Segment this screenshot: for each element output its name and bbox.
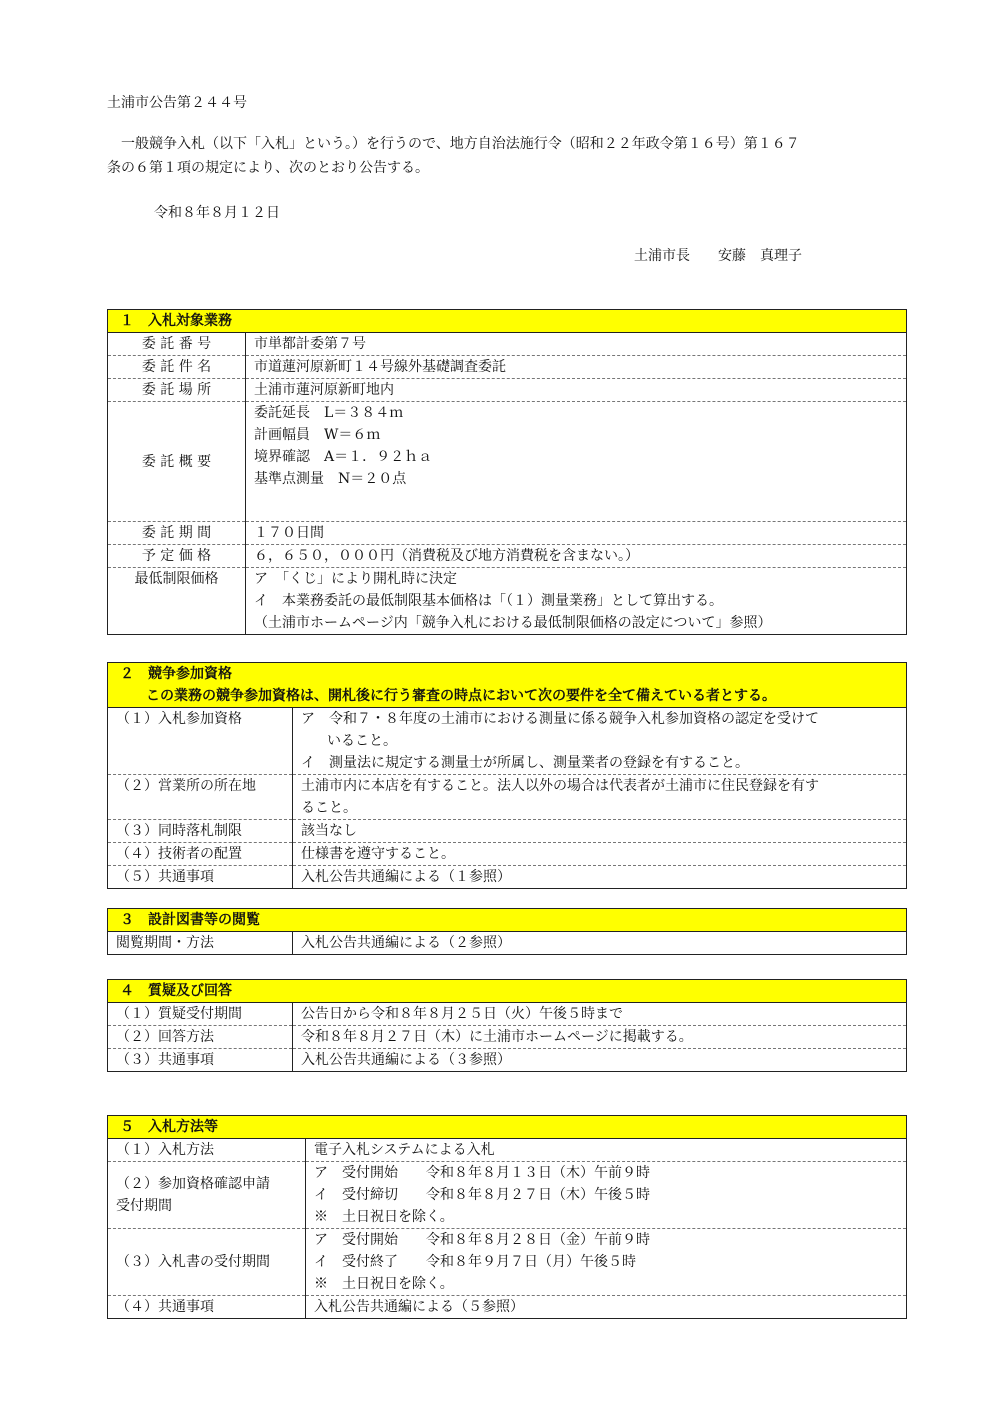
row-value: 土浦市蓮河原新町地内: [246, 379, 907, 402]
row-value: 入札公告共通編による（５参照）: [306, 1296, 907, 1319]
min-price-line: ア 「くじ」により開札時に決定: [254, 571, 457, 587]
row-label: 委 託 場 所: [108, 379, 246, 402]
section-3-table: [107, 908, 907, 955]
row-line: ア 受付開始 令和８年８月１３日（木）午前９時: [314, 1165, 650, 1181]
row-label-line: 受付期間: [116, 1198, 172, 1214]
row-label: （５）共通事項: [108, 866, 293, 889]
row-label: [108, 1229, 306, 1296]
row-label-line: （２）参加資格確認申請: [116, 1176, 270, 1192]
overview-line: 境界確認 A＝１．９２ｈａ: [254, 449, 433, 465]
row-value: [293, 708, 907, 775]
row-label: （２）営業所の所在地: [108, 775, 293, 820]
section-2-header: [108, 663, 907, 708]
row-value: 入札公告共通編による（３参照）: [293, 1049, 907, 1072]
row-label: （４）技術者の配置: [108, 843, 293, 866]
overview-label: 委 託 概 要: [108, 402, 246, 522]
row-line: 土浦市内に本店を有すること。法人以外の場合は代表者が土浦市に住民登録を有す: [301, 778, 819, 794]
row-line: イ 測量法に規定する測量士が所属し、測量業者の登録を有すること。: [301, 755, 749, 771]
price-label: 予 定 価 格: [108, 545, 246, 568]
row-value: [306, 1162, 907, 1229]
price-value: ６，６５０，０００円（消費税及び地方消費税を含まない。）: [246, 545, 907, 568]
row-line: ※ 土日祝日を除く。: [314, 1209, 454, 1225]
row-line: イ 受付締切 令和８年８月２７日（木）午後５時: [314, 1187, 650, 1203]
min-price-line: イ 本業務委託の最低制限基本価格は「（１）測量業務」として算出する。: [254, 593, 723, 609]
row-value: 市道蓮河原新町１４号線外基礎調査委託: [246, 356, 907, 379]
intro-line-2: 条の６第１項の規定により、次のとおり公告する。: [107, 160, 429, 176]
row-value: 公告日から令和８年８月２５日（火）午後５時まで: [293, 1003, 907, 1026]
row-line: イ 受付終了 令和８年９月７日（月）午後５時: [314, 1254, 636, 1270]
period-value: １７０日間: [246, 522, 907, 545]
row-value: 令和８年８月２７日（木）に土浦市ホームページに掲載する。: [293, 1026, 907, 1049]
signer: 土浦市長 安藤 真理子: [634, 248, 802, 264]
row-value: [306, 1229, 907, 1296]
min-price-label: 最低制限価格: [108, 568, 246, 635]
notice-number: 土浦市公告第２４４号: [107, 95, 247, 111]
section-2-table: [107, 662, 907, 889]
overview-value: [246, 402, 907, 522]
overview-line: 計画幅員 W＝６ｍ: [254, 427, 381, 443]
row-value: 入札公告共通編による（１参照）: [293, 866, 907, 889]
row-label: （１）入札参加資格: [108, 708, 293, 775]
row-line: ア 令和７・８年度の土浦市における測量に係る競争入札参加資格の認定を受けて: [301, 711, 819, 727]
overview-line: 基準点測量 N＝２０点: [254, 471, 407, 487]
section-1-table: [107, 309, 907, 635]
row-label: （１）入札方法: [108, 1139, 306, 1162]
section-4-title: ４ 質疑及び回答: [108, 980, 907, 1003]
row-value: 仕様書を遵守すること。: [293, 843, 907, 866]
row-label-line: （３）入札書の受付期間: [116, 1254, 270, 1270]
row-value: 電子入札システムによる入札: [306, 1139, 907, 1162]
row-label: 閲覧期間・方法: [108, 932, 293, 955]
row-value: [293, 775, 907, 820]
row-line: ること。: [301, 800, 357, 816]
section-5-title: ５ 入札方法等: [108, 1116, 907, 1139]
row-label: （４）共通事項: [108, 1296, 306, 1319]
min-price-value: [246, 568, 907, 635]
row-value: 入札公告共通編による（２参照）: [293, 932, 907, 955]
row-line: ※ 土日祝日を除く。: [314, 1276, 454, 1292]
section-4-table: [107, 979, 907, 1072]
row-label: （２）回答方法: [108, 1026, 293, 1049]
period-label: 委 託 期 間: [108, 522, 246, 545]
row-label: 委 託 件 名: [108, 356, 246, 379]
row-label: （１）質疑受付期間: [108, 1003, 293, 1026]
row-label: （３）同時落札制限: [108, 820, 293, 843]
row-value: 市単都計委第７号: [246, 333, 907, 356]
notice-date: 令和８年８月１２日: [154, 205, 280, 221]
row-line: いること。: [327, 733, 397, 749]
row-value: 該当なし: [293, 820, 907, 843]
min-price-line: （土浦市ホームページ内「競争入札における最低制限価格の設定について」参照）: [254, 615, 772, 631]
section-5-table: [107, 1115, 907, 1319]
intro-line-1: 一般競争入札（以下「入札」という。）を行うので、地方自治法施行令（昭和２２年政令第１６号）第１６７: [121, 136, 800, 152]
section-3-title: ３ 設計図書等の閲覧: [108, 909, 907, 932]
row-line: ア 受付開始 令和８年８月２８日（金）午前９時: [314, 1232, 650, 1248]
section-2-subtitle: この業務の競争参加資格は、開札後に行う審査の時点において次の要件を全て備えている者とする。: [146, 688, 776, 704]
section-2-title: ２ 競争参加資格: [120, 666, 232, 682]
overview-line: 委託延長 L＝３８４ｍ: [254, 405, 404, 421]
row-label: 委 託 番 号: [108, 333, 246, 356]
section-1-title: １ 入札対象業務: [108, 310, 907, 333]
row-label: [108, 1162, 306, 1229]
row-label: （３）共通事項: [108, 1049, 293, 1072]
